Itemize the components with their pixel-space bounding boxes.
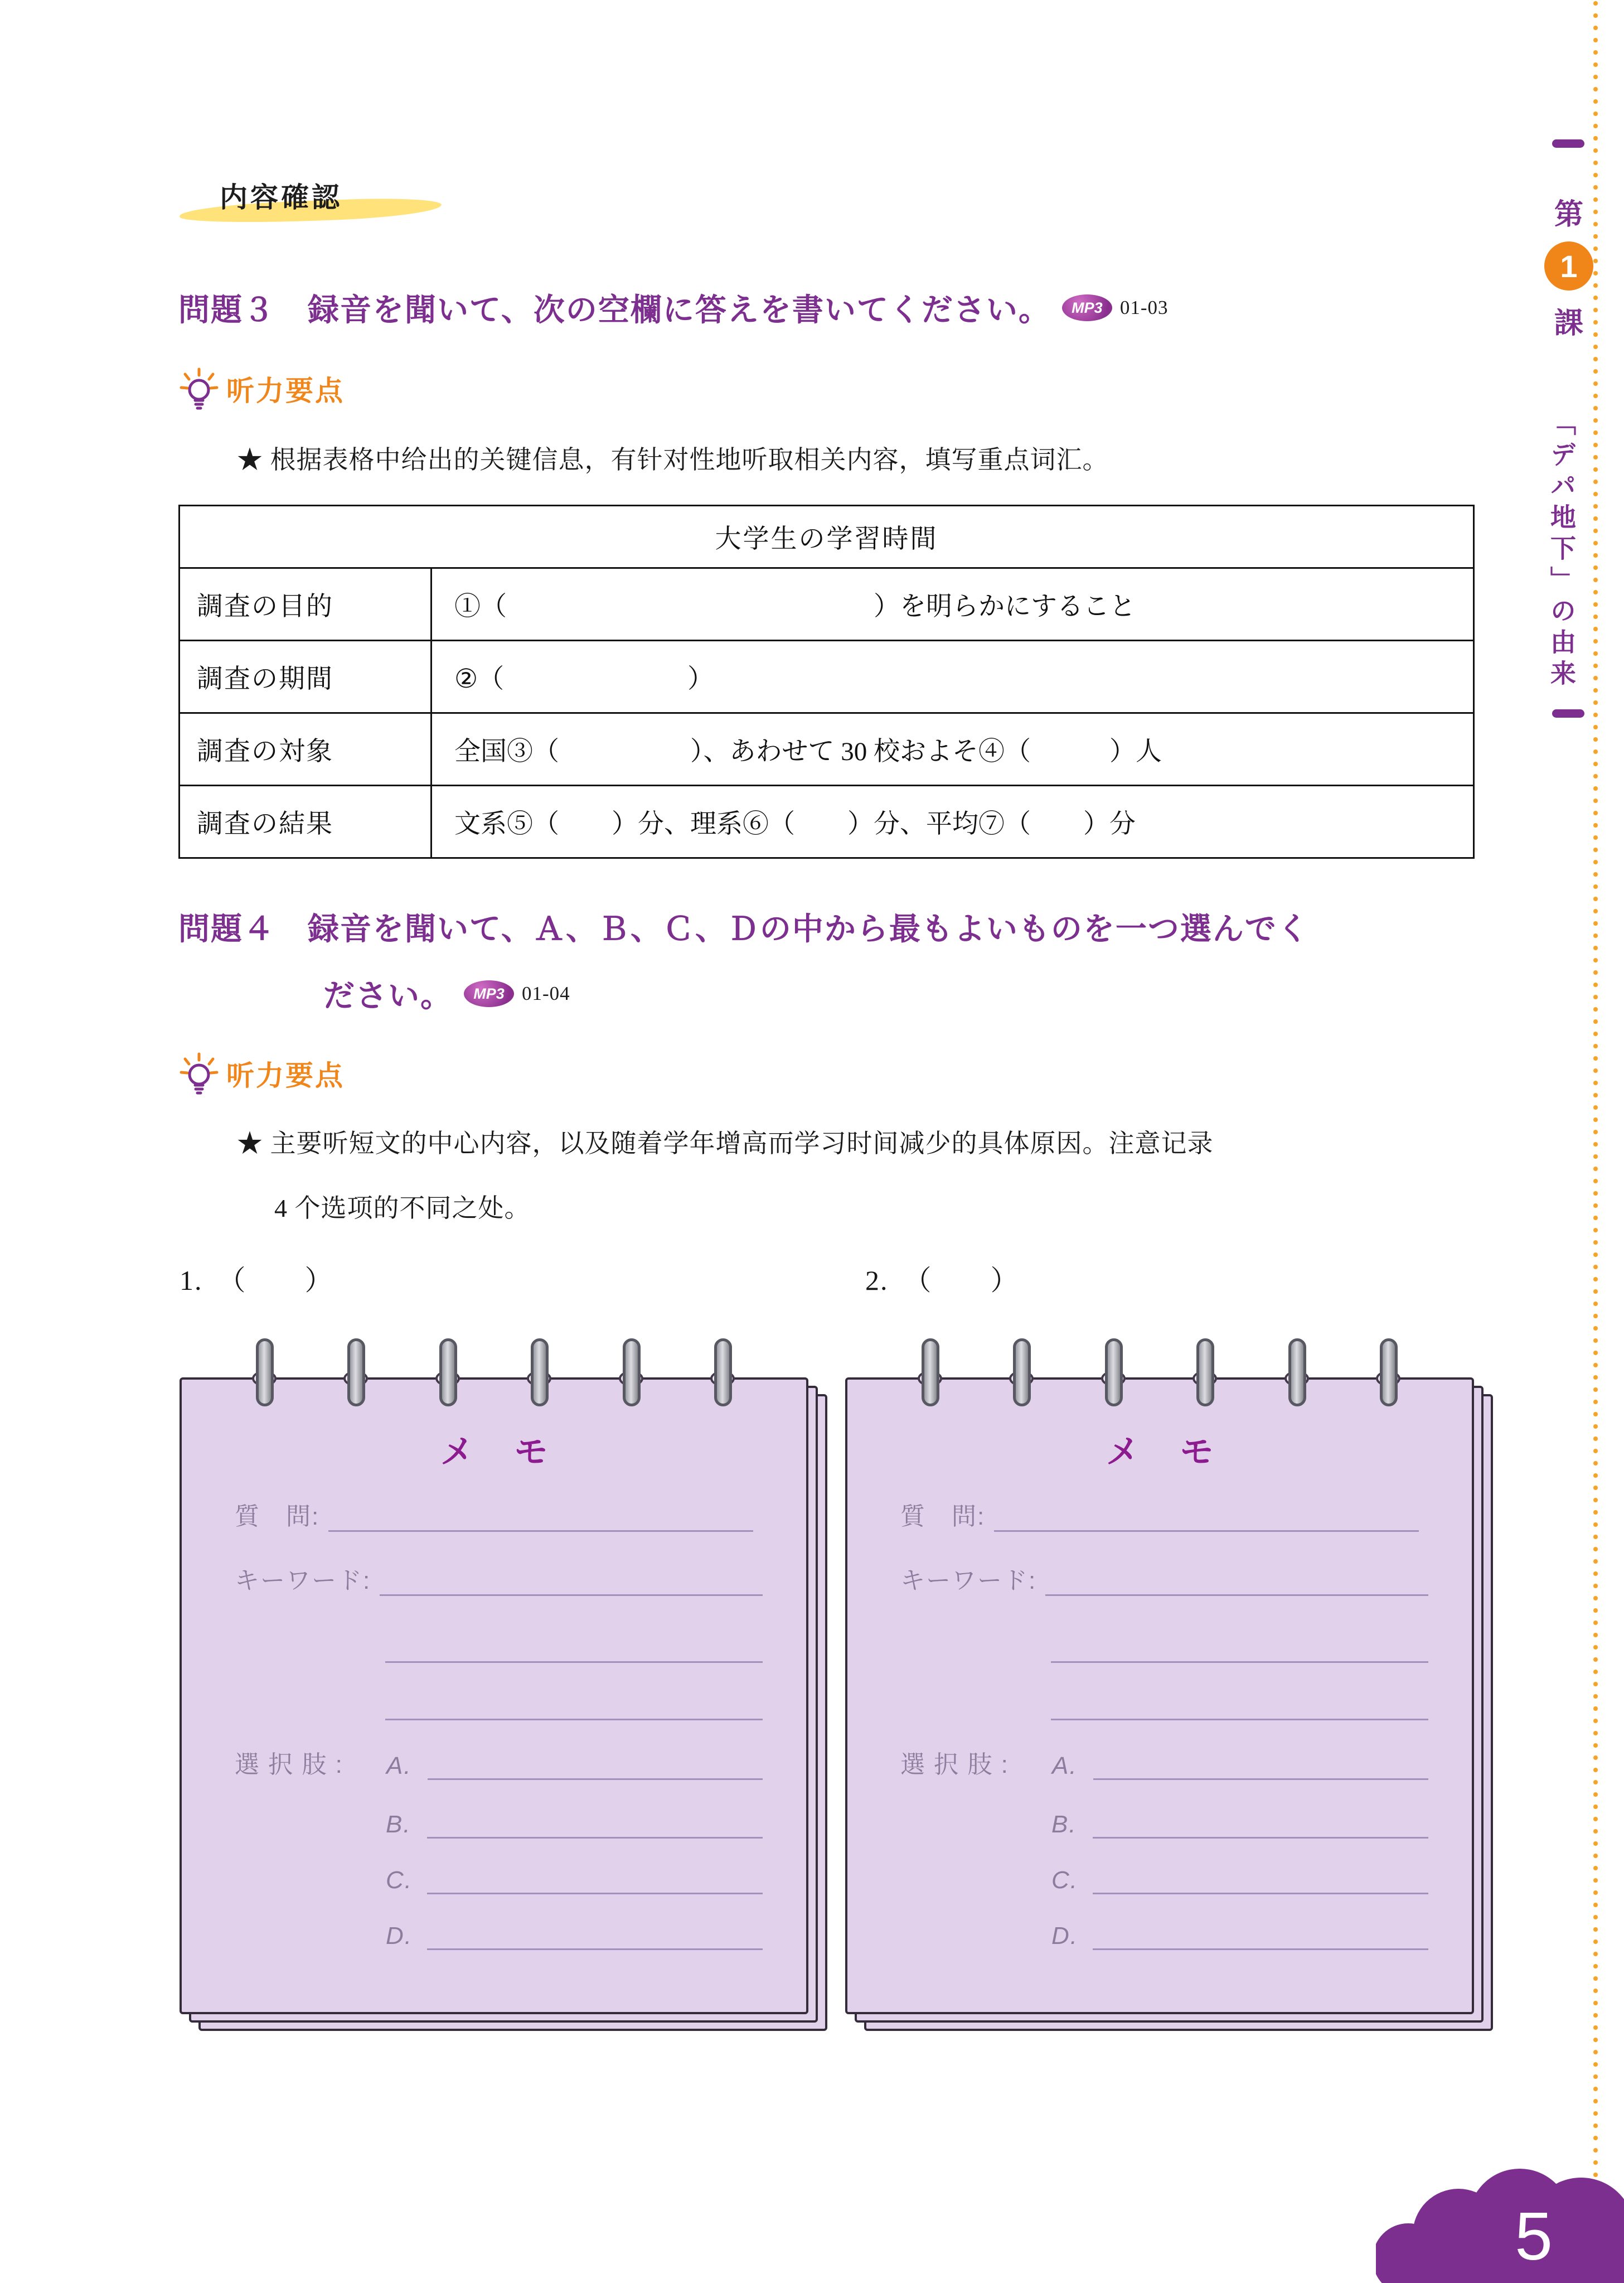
row-label: 調査の対象 (180, 713, 432, 786)
study-time-table (178, 505, 1475, 859)
memo-keyword-label: キーワード: (235, 1567, 371, 1594)
answer-slot-1: 1. （ ） (180, 1265, 334, 1296)
page-number-cloud (1379, 2141, 1624, 2283)
write-line (1093, 1865, 1428, 1894)
memo-keyword-label: キーワード: (900, 1567, 1037, 1594)
tips-label: 听力要点 (226, 1060, 345, 1091)
table-row (180, 786, 1474, 858)
choice-b-label: B. (386, 1811, 411, 1838)
memo-pad-2 (845, 1377, 1474, 2014)
memo-question-row (900, 1500, 1419, 1532)
choice-c-label: C. (1051, 1866, 1078, 1894)
memo-choice-b-row (1051, 1806, 1428, 1839)
mp3-icon: MP3 (464, 980, 514, 1007)
choice-d-label: D. (386, 1922, 413, 1950)
lightbulb-icon (177, 367, 221, 410)
memo-choice-a-row (235, 1748, 763, 1780)
margin-dotted-line (1593, 0, 1598, 2283)
memo-sheet (180, 1377, 808, 2014)
write-line (328, 1503, 753, 1532)
write-line (994, 1503, 1419, 1532)
memo-sheet (845, 1377, 1474, 2014)
spiral-ring-icon (1379, 1339, 1399, 1412)
cloud-shape (1376, 2135, 1624, 2283)
write-line (1051, 1661, 1428, 1663)
lesson-tab (1541, 191, 1597, 341)
problem4-title-line1 (178, 905, 1310, 949)
row-content: ②（ ） (432, 641, 1474, 713)
margin-dash (1552, 139, 1584, 148)
spiral-ring-icon (438, 1339, 458, 1412)
table-title-row (180, 506, 1474, 568)
write-line (427, 1865, 763, 1894)
problem3-track-number: 01-03 (1119, 297, 1169, 318)
write-line (385, 1719, 763, 1720)
memo-choice-b-row (386, 1806, 763, 1839)
memo-keyword-row (900, 1564, 1428, 1596)
choice-a-label: A. (386, 1752, 412, 1779)
write-line (385, 1661, 763, 1663)
problem4-title-continued: ださい。 (323, 978, 453, 1013)
spiral-ring-icon (1287, 1339, 1307, 1412)
memo-choice-d-row (1051, 1918, 1428, 1950)
lesson-number-badge: 1 (1544, 241, 1593, 291)
memo-title: メ モ (1106, 1433, 1229, 1471)
choice-a-label: A. (1052, 1752, 1078, 1779)
write-line (1093, 1751, 1428, 1780)
spiral-ring-icon (530, 1339, 550, 1412)
problem3-title: 問題３ 録音を聞いて、次の空欄に答えを書いてください。 (178, 292, 1051, 327)
lesson-title-vertical: 「デパ地下」の由来 (1547, 410, 1576, 691)
spiral-binding (920, 1339, 1399, 1412)
mp3-icon: MP3 (1062, 294, 1112, 321)
row-label: 調査の目的 (180, 568, 432, 641)
row-label: 調査の結果 (180, 786, 432, 858)
write-line (1093, 1921, 1428, 1950)
problem4-track-number: 01-04 (522, 983, 570, 1004)
write-line (1093, 1810, 1428, 1839)
write-line (428, 1751, 763, 1780)
write-line (1051, 1719, 1428, 1720)
spiral-ring-icon (622, 1339, 642, 1412)
spiral-ring-icon (713, 1339, 733, 1412)
memo-choice-d-row (386, 1918, 763, 1950)
write-line (380, 1567, 763, 1596)
memo-choices-label: 選 択 肢 : (900, 1751, 1009, 1778)
memo-choice-a-row (900, 1748, 1428, 1780)
lesson-prefix: 第 (1554, 199, 1583, 231)
spiral-ring-icon (1104, 1339, 1124, 1412)
tips-label: 听力要点 (226, 375, 345, 407)
choice-c-label: C. (386, 1866, 413, 1894)
row-content: 文系⑤（ ）分、理系⑥（ ）分、平均⑦（ ）分 (432, 786, 1474, 858)
problem4-title-line2 (323, 971, 570, 1016)
memo-pad-1 (180, 1377, 808, 2014)
row-content: ①（ ）を明らかにすること (432, 568, 1474, 641)
row-content: 全国③（ ）、あわせて 30 校およそ④（ ）人 (432, 713, 1474, 786)
spiral-ring-icon (920, 1339, 941, 1412)
lesson-suffix: 課 (1554, 307, 1583, 340)
problem4-title: 問題４ 録音を聞いて、Ａ、Ｂ、Ｃ、Ｄの中から最もよいものを一つ選んでく (178, 911, 1310, 946)
memo-choice-c-row (1051, 1862, 1428, 1894)
table-row (180, 713, 1474, 786)
problem3-tip-text: ★ 根据表格中给出的关键信息，有针对性地听取相关内容，填写重点词汇。 (237, 446, 1109, 474)
write-line (427, 1810, 763, 1839)
write-line (1045, 1567, 1428, 1596)
problem4-tip-line1: ★ 主要听短文的中心内容，以及随着学年增高而学习时间减少的具体原因。注意记录 (237, 1129, 1214, 1158)
spiral-ring-icon (1195, 1339, 1215, 1412)
spiral-ring-icon (346, 1339, 366, 1412)
choice-b-label: B. (1051, 1811, 1077, 1838)
memo-question-row (235, 1500, 753, 1532)
answer-slot-2: 2. （ ） (865, 1265, 1020, 1296)
memo-choices-label: 選 択 肢 : (235, 1751, 343, 1778)
page-number: 5 (1515, 2198, 1553, 2274)
spiral-binding (255, 1339, 733, 1412)
memo-question-label: 質 問: (235, 1503, 320, 1530)
section-title: 内容確認 (220, 182, 342, 213)
spiral-ring-icon (1012, 1339, 1032, 1412)
problem3-title-row (178, 286, 1169, 330)
tips-header-2 (177, 1052, 345, 1095)
memo-choice-c-row (386, 1862, 763, 1894)
choice-d-label: D. (1051, 1922, 1078, 1950)
tips-header-1 (177, 367, 345, 410)
section-header (180, 175, 492, 226)
memo-keyword-row (235, 1564, 763, 1596)
table-row (180, 641, 1474, 713)
spiral-ring-icon (255, 1339, 275, 1412)
memo-title: メ モ (440, 1433, 564, 1471)
lightbulb-icon (177, 1052, 221, 1095)
table-row (180, 568, 1474, 641)
write-line (427, 1921, 763, 1950)
problem4-tip-line2: 4 个选项的不同之处。 (274, 1194, 531, 1222)
row-label: 調査の期間 (180, 641, 432, 713)
table-title: 大学生の学習時間 (180, 506, 1474, 568)
memo-question-label: 質 問: (900, 1503, 986, 1530)
